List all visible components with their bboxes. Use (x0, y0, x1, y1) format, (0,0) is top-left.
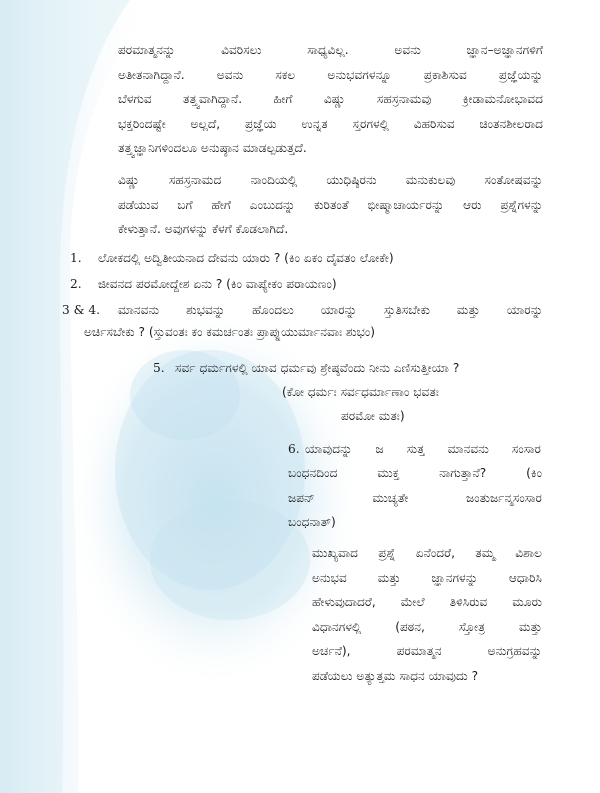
question-line: ಯಾವುದನ್ನು ಜ ಸುತ್ತ ಮಾನವನು ಸಂಸಾರ (305, 442, 541, 456)
question-text (288, 461, 542, 535)
question-text (305, 437, 541, 462)
paragraph-line: ಪಡೆಯುವ ಬಗೆ ಹೇಗೆ ಎಂಬುದನ್ನು ಕುರಿತಂತೆ ಭೀಷ್ಮಾಚಾರ್ಯರನ್ನು ಆರು ಪ್ರಶ್ನೆಗಳನ್ನು (118, 197, 543, 212)
question-text (118, 298, 543, 323)
question-line: ಜಪನ್ ಮುಚ್ಯತೇ ಜಂತುರ್ಜನ್ಮಸಂಸಾರ (288, 490, 542, 505)
question-number: 5. (153, 361, 165, 375)
paragraph-line: ಮುಖ್ಯವಾದ ಪ್ರಶ್ನೆ ಏನೆಂದರೆ, ತಮ್ಮ ವಿಶಾಲ (312, 546, 542, 560)
paragraph-line: ಹೇಳುವುದಾದರೆ, ಮೇಲೆ ತಿಳಿಸಿರುವ ಮೂರು (312, 595, 542, 609)
paragraph-line: ಭಕ್ತರಿಂದಷ್ಟೇ ಅಲ್ಲದೆ, ಪ್ರಜ್ಞೆಯ ಉನ್ನತ ಸ್ತರಗಳಲ್ಲಿ ವಿಹರಿಸುವ ಚಿಂತನಶೀಲರಾದ (118, 116, 543, 131)
question-number: 2. (70, 277, 82, 291)
paragraph-line: ಅನುಭವ ಮತ್ತು ಜ್ಞಾನಗಳನ್ನು ಆಧಾರಿಸಿ (312, 570, 542, 585)
question-number: 6. (288, 442, 300, 456)
question-line: ಬಂಧನದಿಂದ ಮುಕ್ತ ನಾಗುತ್ತಾನೆ? (ಕಿಂ (288, 466, 542, 480)
question-number: 1. (70, 251, 82, 265)
question-line: ಪರಮೋ ಮತಃ) (341, 409, 405, 423)
paragraph-closing (312, 541, 542, 688)
paragraph-line: ಪರಮಾತ್ಮನನ್ನು ವಿವರಿಸಲು ಸಾಧ್ಯವಿಲ್ಲ. ಅವನು ಜ್ಞಾನ–ಅಜ್ಞಾನಗಳಿಗೆ (118, 43, 543, 57)
paragraph-line: ಬೆಳಗುವ ತತ್ತ್ವವಾಗಿದ್ದಾನೆ. ಹೀಗೆ ವಿಷ್ಣು ಸಹಸ್ರನಾಮವು ಕ್ರೀಡಾಮನೋಭಾವದ (118, 92, 543, 106)
question-number: 3 & 4. (62, 303, 100, 317)
question-line: ಮಾನವನು ಶುಭವನ್ನು ಹೊಂದಲು ಯಾರನ್ನು ಸ್ತುತಿಸಬೇಕು ಮತ್ತು ಯಾರನ್ನು (118, 303, 543, 317)
paragraph-line: ತತ್ತ್ವಜ್ಞಾನಿಗಳಿಂದಲೂ ಅನುಷ್ಠಾನ ಮಾಡಲ್ಪಡುತ್ತದೆ. (118, 141, 307, 155)
paragraph-line: ಕೇಳುತ್ತಾನೆ. ಅವುಗಳನ್ನು ಕೆಳಗೆ ಕೊಡಲಾಗಿದೆ. (118, 222, 289, 236)
paragraph-line: ವಿಧಾನಗಳಲ್ಲಿ (ಪಠನ, ಸ್ತೋತ್ರ ಮತ್ತು (312, 619, 542, 634)
question-line: ಬಂಧನಾತ್) (288, 515, 336, 529)
paragraph-line: ವಿಷ್ಣು ಸಹಸ್ರನಾಮದ ನಾಂದಿಯಲ್ಲಿ ಯುಧಿಷ್ಠಿರನು ಮನುಕುಲವು ಸಂತೋಷವನ್ನು (118, 173, 543, 187)
question-line: ಅರ್ಚಿಸಬೇಕು ? (ಸ್ತುವಂತಃ ಕಂ ಕಮರ್ಚಂತಃ ಪ್ರಾಪ್ನುಯುರ್ಮಾನವಾಃ ಶುಭಂ) (84, 325, 376, 339)
paragraph-line: ಅರ್ಚನೆ), ಪರಮಾತ್ಮನ ಅನುಗ್ರಹವನ್ನು (312, 644, 542, 658)
question-line: (ಕೋ ಧರ್ಮಃ ಸರ್ವಧರ್ಮಾಣಾಂ ಭವತಃ (282, 385, 439, 399)
question-line: ಸರ್ವ ಧರ್ಮಗಳಲ್ಲಿ ಯಾವ ಧರ್ಮವು ಶ್ರೇಷ್ಠವೆಂದು ನೀನು ಎಣಿಸುತ್ತೀಯಾ ? (175, 361, 460, 375)
question-text: ಜೀವನದ ಪರಮೋದ್ದೇಶ ಏನು ? (ಕಿಂ ವಾಪ್ಯೇಕಂ ಪರಾಯಣಂ) (98, 277, 337, 291)
paragraph-line: ಪಡೆಯಲು ಅತ್ಯುತ್ತಮ ಸಾಧನ ಯಾವುದು ? (312, 668, 479, 683)
paragraph-line: ಅತೀತನಾಗಿದ್ದಾನೆ. ಅವನು ಸಕಲ ಅನುಭವಗಳನ್ನೂ ಪ್ರಕಾಶಿಸುವ ಪ್ರಜ್ಞೆಯನ್ನು (118, 67, 543, 82)
paragraph-intro (118, 38, 543, 161)
paragraph-prelude (118, 168, 543, 242)
question-text: ಲೋಕದಲ್ಲಿ ಅದ್ವಿತೀಯನಾದ ದೇವನು ಯಾರು ? (ಕಿಂ ಏಕಂ ದೈವತಂ ಲೋಕೇ) (98, 251, 394, 265)
